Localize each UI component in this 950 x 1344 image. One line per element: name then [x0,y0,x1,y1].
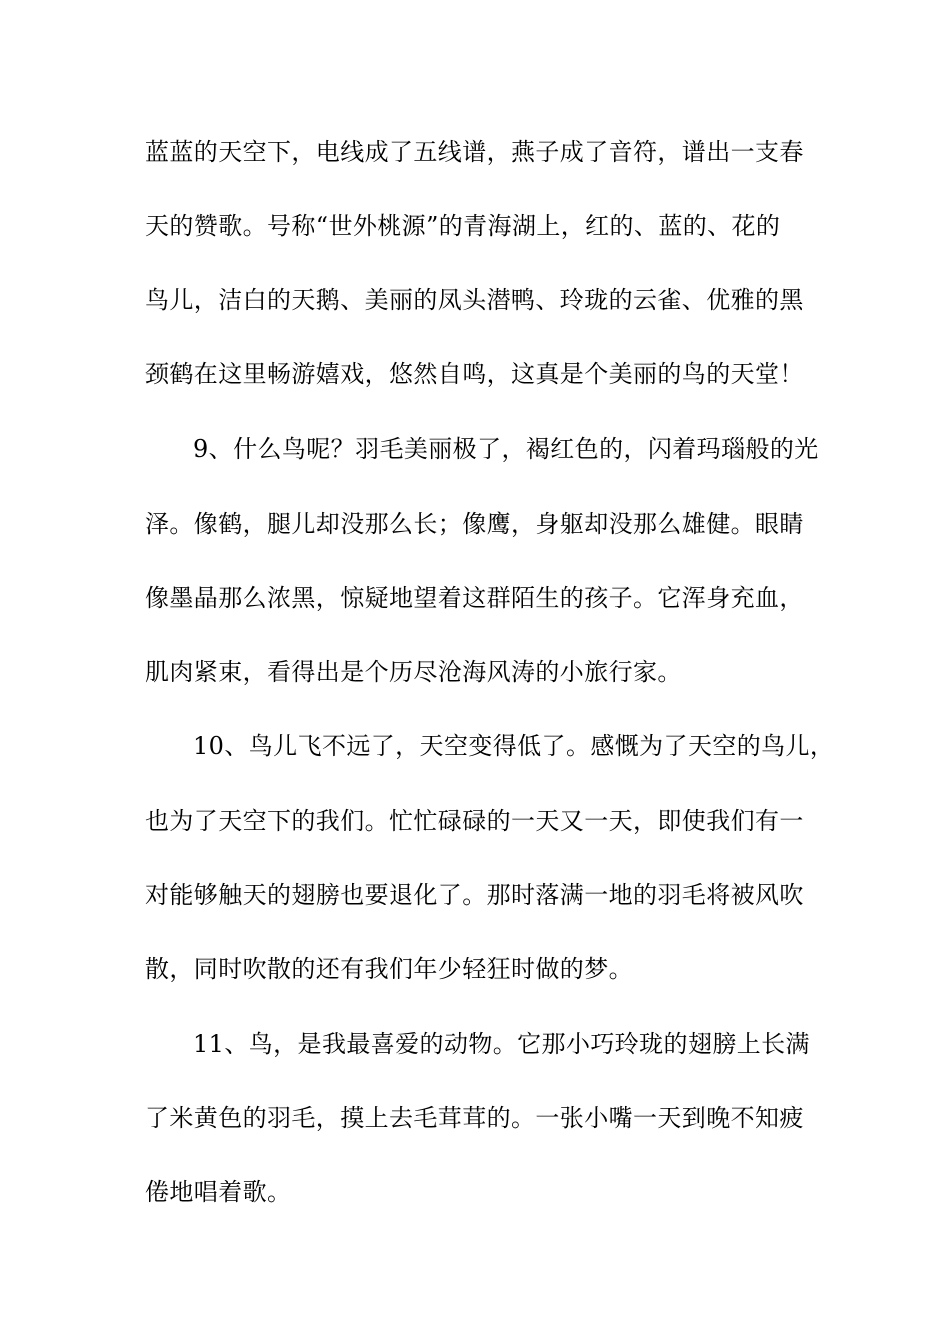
text-line: 天的赞歌。号称“世外桃源”的青海湖上，红的、蓝的、花的 [145,212,781,240]
text-line: 像墨晶那么浓黑，惊疑地望着这群陌生的孩子。它浑身充血， [145,584,804,612]
text-line: 鸟儿，洁白的天鹅、美丽的凤头潜鸭、玲珑的云雀、优雅的黑 [145,286,804,314]
text-line: 蓝蓝的天空下，电线成了五线谱，燕子成了音符，谱出一支春 [145,138,804,166]
text-line: 倦地唱着歌。 [145,1178,292,1206]
paragraph-9-start: 9、什么鸟呢？羽毛美丽极了，褐红色的，闪着玛瑙般的光 [193,435,819,463]
text-line: 肌肉紧束，看得出是个历尽沧海风涛的小旅行家。 [145,658,682,686]
text-line: 也为了天空下的我们。忙忙碌碌的一天又一天，即使我们有一 [145,807,804,835]
paragraph-10-start: 10、鸟儿飞不远了，天空变得低了。感慨为了天空的鸟儿， [193,732,835,760]
paragraph-11-start: 11、鸟，是我最喜爱的动物。它那小巧玲珑的翅膀上长满 [193,1030,810,1058]
text-line: 颈鹤在这里畅游嬉戏，悠然自鸣，这真是个美丽的鸟的天堂！ [145,360,804,388]
text-line: 了米黄色的羽毛，摸上去毛茸茸的。一张小嘴一天到晚不知疲 [145,1104,804,1132]
text-line: 对能够触天的翅膀也要退化了。那时落满一地的羽毛将被风吹 [145,881,804,909]
text-line: 泽。像鹤，腿儿却没那么长；像鹰，身躯却没那么雄健。眼睛 [145,510,804,538]
text-line: 散，同时吹散的还有我们年少轻狂时做的梦。 [145,955,633,983]
